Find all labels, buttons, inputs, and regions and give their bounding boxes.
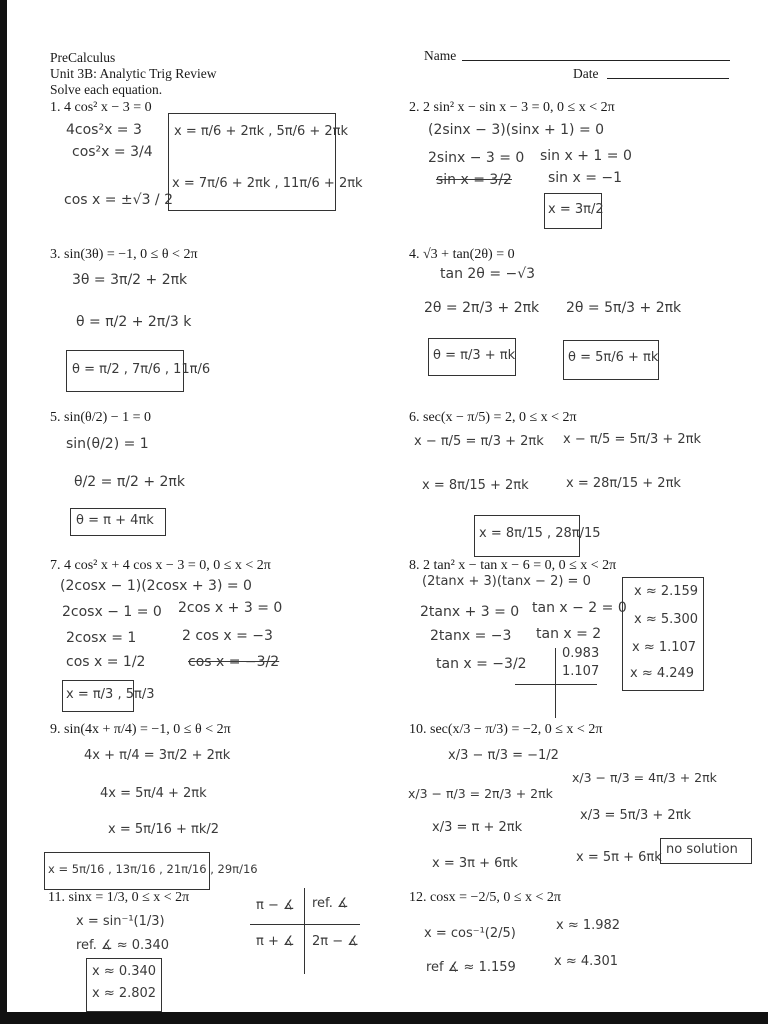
p7-work-5: 2 cos x = −3 [182, 628, 273, 644]
p7-work-1: (2cosx − 1)(2cosx + 3) = 0 [60, 578, 252, 594]
p4-work-1: tan 2θ = −√3 [440, 266, 536, 282]
p10-answer: no solution [666, 842, 738, 857]
problem-1-prompt: 1. 4 cos² x − 3 = 0 [50, 100, 152, 115]
p6-answer: x = 8π/15 , 28π/15 [479, 526, 601, 541]
p8-work-1: (2tanx + 3)(tanx − 2) = 0 [422, 574, 591, 589]
p2-work-1: (2sinx − 3)(sinx + 1) = 0 [428, 122, 605, 138]
p7-work-3: 2cos x + 3 = 0 [178, 600, 283, 616]
p1-work-3: cos x = ±√3 / 2 [64, 192, 174, 208]
instructions: Solve each equation. [50, 82, 163, 97]
p8-graph-vertical-line [555, 648, 556, 718]
problem-7-prompt: 7. 4 cos² x + 4 cos x − 3 = 0, 0 ≤ x < 2π [50, 558, 271, 573]
p8-work-2: 2tanx + 3 = 0 [420, 604, 520, 620]
p12-work-3: ref ∡ ≈ 1.159 [426, 960, 516, 975]
name-label: Name [424, 48, 457, 63]
p1-answer-1: x = π/6 + 2πk , 5π/6 + 2πk [174, 124, 349, 139]
p8-work-3: tan x − 2 = 0 [532, 600, 627, 616]
p10-work-6: x = 3π + 6πk [432, 856, 518, 871]
problem-5-prompt: 5. sin(θ/2) − 1 = 0 [50, 410, 152, 425]
p1-work-1: 4cos²x = 3 [66, 122, 142, 138]
name-field-line[interactable] [462, 60, 730, 61]
unit-title: Unit 3B: Analytic Trig Review [50, 66, 217, 81]
p6-work-2: x − π/5 = 5π/3 + 2πk [563, 432, 702, 447]
p9-work-3: x = 5π/16 + πk/2 [108, 822, 220, 837]
p1-answer-2: x = 7π/6 + 2πk , 11π/6 + 2πk [172, 176, 363, 191]
p11-work-4: ref. ∡ [312, 896, 349, 911]
p8-work-5: tan x = 2 [536, 626, 602, 642]
p11-work-6: 2π − ∡ [312, 934, 359, 949]
p11-work-1: x = sin⁻¹(1/3) [76, 914, 165, 929]
p9-work-2: 4x = 5π/4 + 2πk [100, 786, 207, 801]
p2-work-3: sin x + 1 = 0 [540, 148, 632, 164]
p11-answer-1: x ≈ 0.340 [92, 964, 157, 979]
p12-work-2: x ≈ 1.982 [556, 918, 621, 933]
p11-work-2: ref. ∡ ≈ 0.340 [76, 938, 169, 953]
p7-work-7: cos x = −3/2 [188, 654, 280, 670]
problem-12-prompt: 12. cosx = −2/5, 0 ≤ x < 2π [409, 890, 561, 905]
scan-edge [0, 0, 7, 1024]
p5-work-1: sin(θ/2) = 1 [66, 436, 149, 452]
problem-11-prompt: 11. sinx = 1/3, 0 ≤ x < 2π [48, 890, 190, 905]
date-label: Date [573, 66, 599, 81]
p12-work-1: x = cos⁻¹(2/5) [424, 926, 516, 941]
scan-edge-bottom [0, 1012, 768, 1024]
p6-work-4: x = 28π/15 + 2πk [566, 476, 681, 491]
p7-answer: x = π/3 , 5π/3 [66, 687, 155, 702]
p8-answer-2: x ≈ 5.300 [634, 612, 699, 627]
p4-answer-2: θ = 5π/6 + πk [568, 350, 659, 365]
p8-work-8: 1.107 [562, 664, 600, 679]
p4-work-3: 2θ = 5π/3 + 2πk [566, 300, 682, 316]
p6-work-3: x = 8π/15 + 2πk [422, 478, 529, 493]
p11-quadrant-vertical-line [304, 888, 305, 974]
p5-work-2: θ/2 = π/2 + 2πk [74, 474, 185, 490]
p10-work-1: x/3 − π/3 = −1/2 [448, 748, 559, 763]
p3-work-1: 3θ = 3π/2 + 2πk [72, 272, 188, 288]
p7-work-4: 2cosx = 1 [66, 630, 137, 646]
date-field-line[interactable] [607, 78, 729, 79]
p5-answer: θ = π + 4πk [76, 513, 154, 528]
problem-4-prompt: 4. √3 + tan(2θ) = 0 [409, 247, 515, 262]
p11-work-3: π − ∡ [256, 898, 295, 913]
p12-work-4: x ≈ 4.301 [554, 954, 619, 969]
p8-answer-4: x ≈ 4.249 [630, 666, 695, 681]
p2-work-2: 2sinx − 3 = 0 [428, 150, 525, 166]
p9-work-1: 4x + π/4 = 3π/2 + 2πk [84, 748, 231, 763]
p8-work-6: tan x = −3/2 [436, 656, 527, 672]
p8-work-7: 0.983 [562, 646, 600, 661]
p3-work-2: θ = π/2 + 2π/3 k [76, 314, 192, 330]
p2-work-5: sin x = −1 [548, 170, 623, 186]
p8-graph-horizontal-line [515, 684, 597, 685]
p4-work-2: 2θ = 2π/3 + 2πk [424, 300, 540, 316]
p8-work-4: 2tanx = −3 [430, 628, 512, 644]
p2-work-4: sin x = 3/2 [436, 172, 512, 188]
problem-2-prompt: 2. 2 sin² x − sin x − 3 = 0, 0 ≤ x < 2π [409, 100, 615, 115]
p11-answer-2: x ≈ 2.802 [92, 986, 157, 1001]
p9-answer: x = 5π/16 , 13π/16 , 21π/16 , 29π/16 [48, 862, 258, 876]
p2-answer: x = 3π/2 [548, 202, 604, 217]
problem-6-prompt: 6. sec(x − π/5) = 2, 0 ≤ x < 2π [409, 410, 577, 425]
problem-8-prompt: 8. 2 tan² x − tan x − 6 = 0, 0 ≤ x < 2π [409, 558, 617, 573]
p4-answer-1: θ = π/3 + πk [433, 348, 516, 363]
p10-work-7: x = 5π + 6πk [576, 850, 662, 865]
p10-work-3: x/3 − π/3 = 4π/3 + 2πk [572, 770, 717, 785]
problem-10-prompt: 10. sec(x/3 − π/3) = −2, 0 ≤ x < 2π [409, 722, 603, 737]
p7-work-2: 2cosx − 1 = 0 [62, 604, 162, 620]
problem-3-prompt: 3. sin(3θ) = −1, 0 ≤ θ < 2π [50, 247, 198, 262]
p11-quadrant-horizontal-line [250, 924, 360, 925]
problem-9-prompt: 9. sin(4x + π/4) = −1, 0 ≤ θ < 2π [50, 722, 231, 737]
p8-answer-3: x ≈ 1.107 [632, 640, 697, 655]
p10-work-4: x/3 = π + 2πk [432, 820, 523, 835]
p8-answer-1: x ≈ 2.159 [634, 584, 699, 599]
p6-work-1: x − π/5 = π/3 + 2πk [414, 434, 544, 449]
p7-work-6: cos x = 1/2 [66, 654, 146, 670]
p3-answer: θ = π/2 , 7π/6 , 11π/6 [72, 362, 211, 377]
p10-work-5: x/3 = 5π/3 + 2πk [580, 808, 692, 823]
course-title: PreCalculus [50, 50, 116, 65]
p10-work-2: x/3 − π/3 = 2π/3 + 2πk [408, 786, 553, 801]
p11-work-5: π + ∡ [256, 934, 295, 949]
p1-work-2: cos²x = 3/4 [72, 144, 153, 160]
